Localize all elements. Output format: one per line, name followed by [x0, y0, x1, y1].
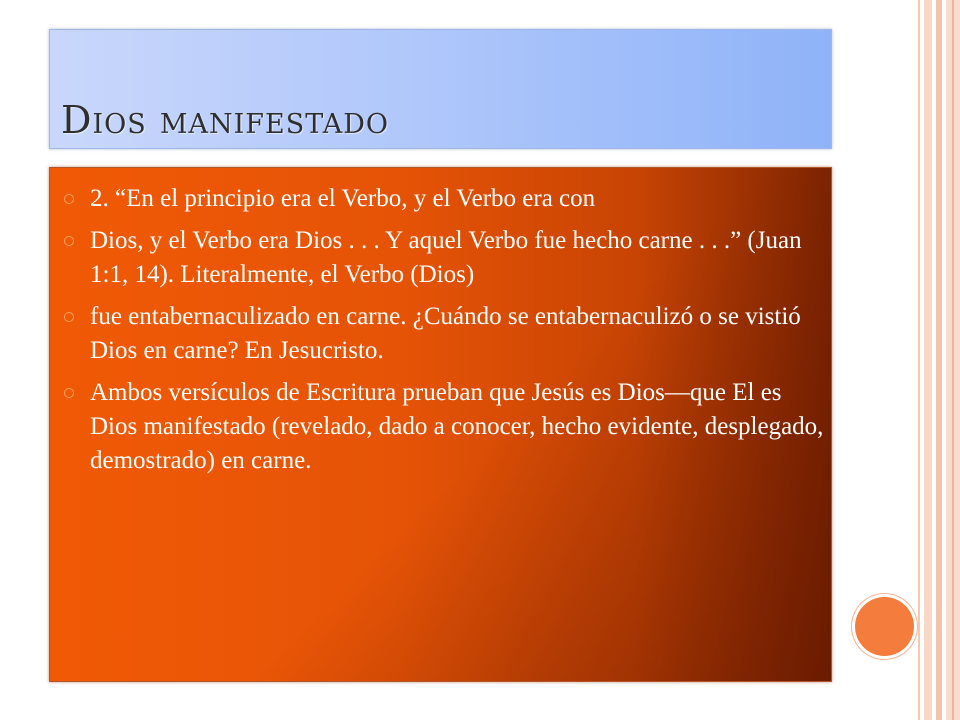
bullet-circle-icon: [64, 236, 74, 246]
bullet-list: [64, 182, 824, 486]
bullet-circle-icon: [64, 388, 74, 398]
bullet-text: Ambos versículos de Escritura prueban que Jesús es Dios—que El es Dios manifestado (revelado, dado a conocer, hecho evidente, desplegado, demostrado) en carne.: [90, 379, 824, 474]
decorative-circle: [855, 597, 914, 656]
decorative-stripe: [918, 0, 920, 720]
bullet-text: 2. “En el principio era el Verbo, y el Verbo era con: [90, 185, 596, 212]
bullet-text: fue entabernaculizado en carne. ¿Cuándo se entabernaculizó o se vistió Dios en carne? En Jesucristo.: [90, 303, 801, 364]
bullet-circle-icon: [64, 312, 74, 322]
title-banner: [49, 29, 832, 149]
decorative-stripe: [936, 0, 942, 720]
decorative-stripe: [952, 0, 954, 720]
bullet-circle-icon: [64, 194, 74, 204]
decorative-stripe: [924, 0, 932, 720]
bullet-item: [64, 182, 824, 216]
bullet-text: Dios, y el Verbo era Dios . . . Y aquel Verbo fue hecho carne . . .” (Juan 1:1, 14). Literalmente, el Verbo (Dios): [90, 227, 802, 288]
slide-title: Dios manifestado: [61, 98, 390, 142]
content-panel: [49, 167, 832, 682]
bullet-item: [64, 300, 824, 368]
bullet-item: [64, 224, 824, 292]
bullet-item: [64, 376, 824, 478]
